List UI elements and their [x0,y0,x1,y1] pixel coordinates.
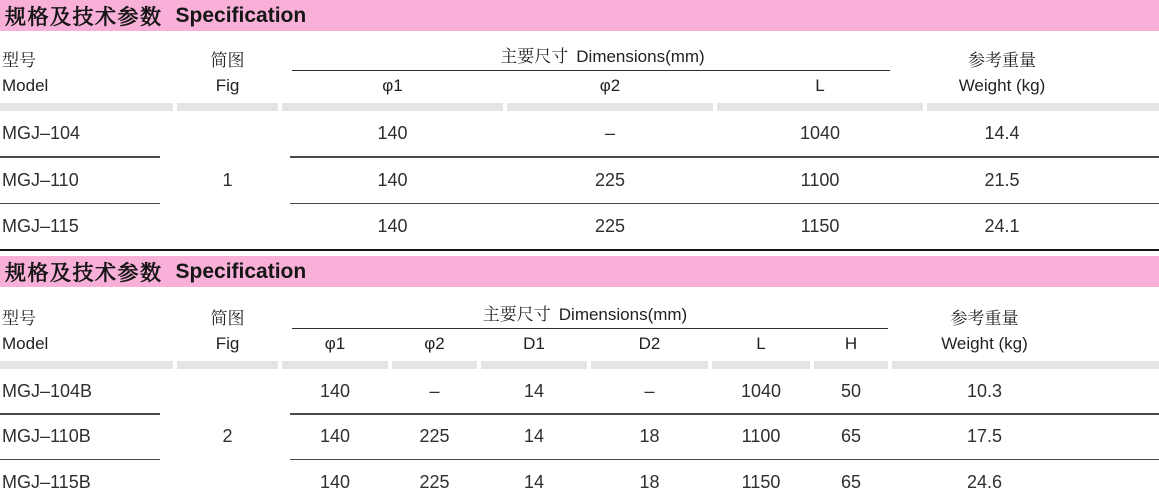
header-strip [814,361,888,369]
banner-title-en: Specification [175,3,307,27]
subcol-header-phi1: φ1 [382,76,403,95]
dims-group-title [280,305,890,325]
subcol-header-l: L [815,76,825,95]
dim-cell-d1: 14 [523,380,545,401]
col-header-model-zh: 型号 [2,51,36,70]
model-cell: MGJ–104 [2,123,81,143]
col-header-fig-zh: 简图 [210,51,245,70]
header-strip [591,361,708,369]
header-strip [717,103,923,111]
table-row [0,204,1159,249]
weight-cell: 24.1 [984,216,1020,236]
dims-title-zh: 主要尺寸 [500,47,569,66]
weight-cell: 17.5 [966,426,1003,446]
table-row [0,415,1159,459]
header-strip [392,361,477,369]
dim-cell-phi1: 140 [319,426,351,446]
subcol-header-d2: D2 [638,334,661,353]
table-header [0,287,1159,361]
model-cell: MGJ–115B [2,471,91,492]
header-strip [0,103,173,111]
header-strip [712,361,810,369]
header-strip [0,361,173,369]
col-header-fig-en: Fig [215,334,240,353]
table-row [0,460,1159,502]
dim-cell-h: 65 [840,426,862,446]
header-strip [177,103,278,111]
model-cell: MGJ–104B [2,380,93,401]
dim-cell-l: 1040 [740,380,782,401]
spec-section-2 [0,256,1159,502]
table-body [0,111,1159,249]
col-header-model-en: Model [2,76,49,95]
dim-cell-phi2: 225 [594,216,626,236]
col-header-weight [890,306,1159,356]
dims-underline [292,70,890,71]
fig-merged-cell: 1 [222,169,233,190]
banner-title-zh: 规格及技术参数 [5,261,163,285]
dim-cell-phi1: 140 [319,380,351,401]
model-cell: MGJ–110 [2,169,79,190]
dim-cell-l: 1150 [741,471,781,492]
dim-cell-d2: 18 [639,471,660,492]
weight-cell: 14.4 [984,123,1020,143]
dim-cell-phi2: – [604,123,615,143]
header-strip [507,103,713,111]
dims-subheader-row [280,73,925,98]
subcol-header-d1: D1 [523,334,545,353]
header-strip [282,103,503,111]
model-cell: MGJ–115 [2,216,79,236]
col-header-weight [925,48,1159,98]
dim-cell-l: 1040 [799,123,841,143]
dims-title-en: Dimensions(mm) [576,47,705,66]
dims-underline [292,328,888,329]
col-header-weight-zh: 参考重量 [950,309,1019,328]
header-strip [481,361,587,369]
banner-title-en: Specification [175,259,307,283]
dim-cell-d2: – [644,380,655,401]
dims-group-header [280,305,890,356]
subcol-header-phi1: φ1 [324,334,346,353]
table-header [0,31,1159,103]
dim-cell-l: 1100 [741,426,781,446]
dims-group-header [280,47,925,98]
header-strip-row [0,103,1159,111]
header-strip [927,103,1159,111]
dim-cell-phi1: 140 [377,169,408,190]
col-header-model [0,306,175,356]
col-header-model [0,48,175,98]
dims-subheader-row [280,331,890,356]
dims-title-zh: 主要尺寸 [482,305,551,324]
weight-cell: 24.6 [966,471,1003,492]
dim-cell-d1: 14 [523,426,545,446]
dim-cell-d2: 18 [639,426,660,446]
dim-cell-phi2: – [429,380,440,401]
dim-cell-phi2: 225 [419,426,450,446]
subcol-header-phi2: φ2 [599,76,621,95]
weight-cell: 10.3 [966,380,1003,401]
table-row [0,111,1159,156]
fig-merged-cell: 2 [222,426,233,446]
col-header-fig-en: Fig [215,76,240,95]
section-banner [0,0,1159,31]
col-header-weight-en: Weight (kg) [958,76,1046,95]
dim-cell-phi1: 140 [377,216,408,236]
dim-cell-phi1: 140 [377,123,408,143]
dim-cell-h: 50 [840,380,862,401]
dims-title-en: Dimensions(mm) [558,305,688,324]
dim-cell-l: 1150 [800,216,840,236]
table-body [0,369,1159,502]
dims-group-title [280,47,925,67]
header-strip [177,361,278,369]
header-strip-row [0,361,1159,369]
dim-cell-d1: 14 [523,471,545,492]
col-header-fig-zh: 简图 [210,309,245,328]
col-header-weight-zh: 参考重量 [968,51,1036,70]
header-strip [892,361,1159,369]
subcol-header-h: H [844,334,858,353]
dim-cell-h: 65 [840,471,862,492]
dim-cell-phi2: 225 [594,169,626,190]
header-strip [282,361,388,369]
section-banner [0,256,1159,287]
dim-cell-phi2: 225 [419,471,450,492]
subcol-header-l: L [756,334,766,353]
weight-cell: 21.5 [984,169,1020,190]
table-row [0,158,1159,203]
col-header-model-en: Model [2,334,49,353]
model-cell: MGJ–110B [2,426,91,446]
table-row [0,369,1159,413]
dim-cell-phi1: 140 [319,471,351,492]
banner-title-zh: 规格及技术参数 [5,5,163,29]
col-header-model-zh: 型号 [2,309,36,328]
col-header-fig [175,48,280,98]
subcol-header-phi2: φ2 [424,334,445,353]
col-header-fig [175,306,280,356]
dim-cell-l: 1100 [800,169,840,190]
col-header-weight-en: Weight (kg) [941,334,1028,353]
